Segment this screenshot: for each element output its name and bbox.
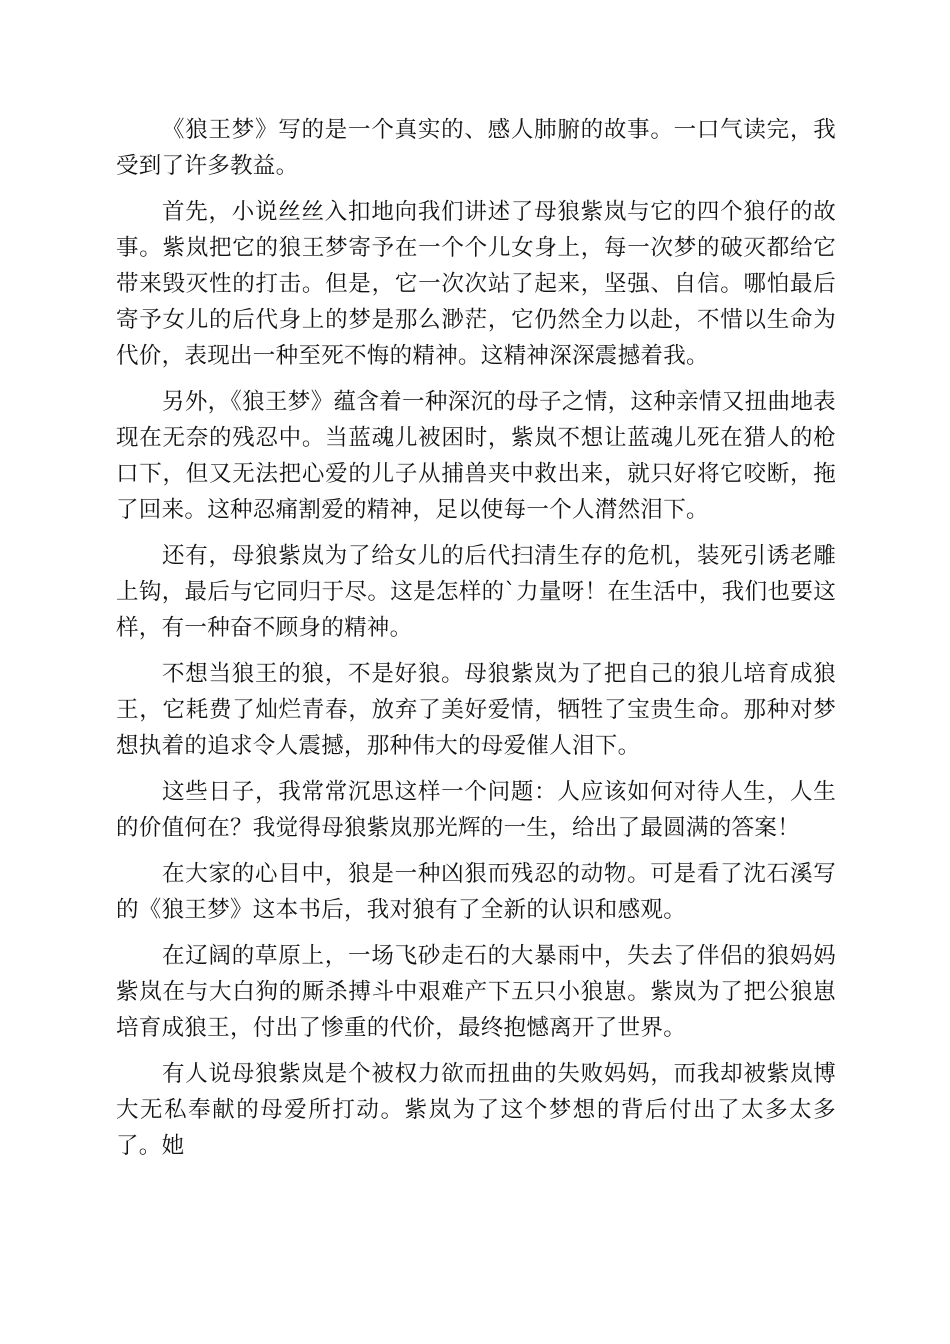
paragraph: 有人说母狼紫岚是个被权力欲而扭曲的失败妈妈，而我却被紫岚博大无私奉献的母爱所打动。紫岚为了这个梦想的背后付出了太多太多了。她: [116, 1061, 836, 1159]
paragraph: 还有，母狼紫岚为了给女儿的后代扫清生存的危机，装死引诱老雕上钩，最后与它同归于尽。这是怎样的`力量呀！在生活中，我们也要这样，有一种奋不顾身的精神。: [116, 543, 836, 641]
paragraph: 这些日子，我常常沉思这样一个问题：人应该如何对待人生，人生的价值何在？我觉得母狼紫岚那光辉的一生，给出了最圆满的答案！: [116, 779, 836, 841]
paragraph: 不想当狼王的狼，不是好狼。母狼紫岚为了把自己的狼儿培育成狼王，它耗费了灿烂青春，放弃了美好爱情，牺牲了宝贵生命。那种对梦想执着的追求令人震撼，那种伟大的母爱催人泪下。: [116, 661, 836, 759]
paragraph: 《狼王梦》写的是一个真实的、感人肺腑的故事。一口气读完，我受到了许多教益。: [116, 117, 836, 179]
document-body: [116, 112, 836, 1174]
paragraph: 首先，小说丝丝入扣地向我们讲述了母狼紫岚与它的四个狼仔的故事。紫岚把它的狼王梦寄予在一个个儿女身上，每一次梦的破灭都给它带来毁灭性的打击。但是，它一次次站了起来，坚强、自信。哪怕最后寄予女儿的后代身上的梦是那么渺茫，它仍然全力以赴，不惜以生命为代价，表现出一种至死不悔的精神。这精神深深震撼着我。: [116, 199, 836, 369]
paragraph: 在大家的心目中，狼是一种凶狠而残忍的动物。可是看了沈石溪写的《狼王梦》这本书后，我对狼有了全新的认识和感观。: [116, 861, 836, 923]
paragraph: 在辽阔的草原上，一场飞砂走石的大暴雨中，失去了伴侣的狼妈妈紫岚在与大白狗的厮杀搏斗中艰难产下五只小狼崽。紫岚为了把公狼崽培育成狼王，付出了惨重的代价，最终抱憾离开了世界。: [116, 943, 836, 1041]
paragraph: 另外，《狼王梦》蕴含着一种深沉的母子之情，这种亲情又扭曲地表现在无奈的残忍中。当蓝魂儿被困时，紫岚不想让蓝魂儿死在猎人的枪口下，但又无法把心爱的儿子从捕兽夹中救出来，就只好将它咬断，拖了回来。这种忍痛割爱的精神，足以使每一个人潸然泪下。: [116, 389, 836, 523]
